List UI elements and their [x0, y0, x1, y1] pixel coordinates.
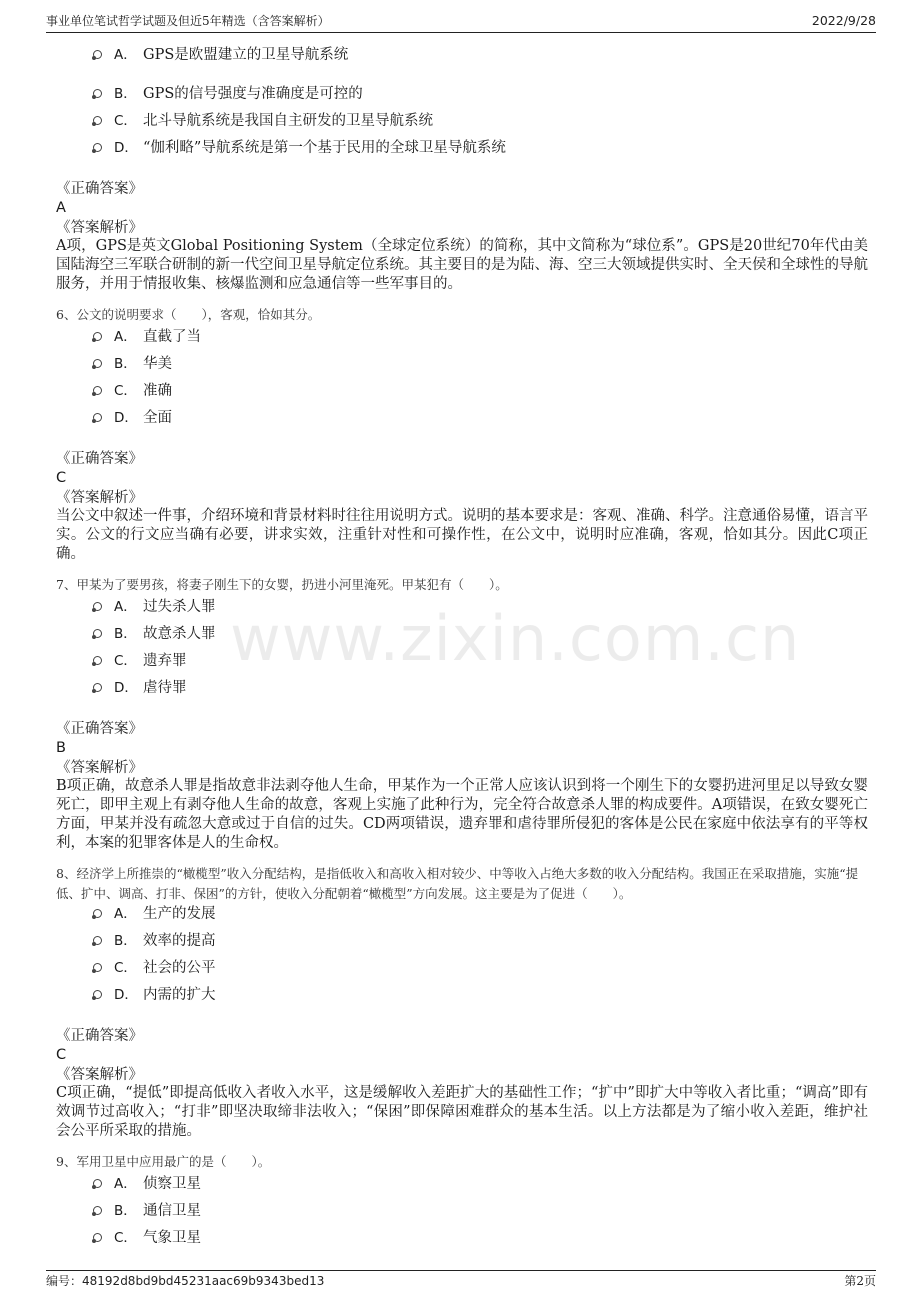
radio-icon[interactable] [93, 1233, 102, 1242]
analysis-label: 《答案解析》 [56, 1067, 143, 1083]
radio-icon[interactable] [93, 990, 102, 999]
q8-question: 8、经济学上所推崇的“橄榄型”收入分配结构，是指低收入和高收入相对较少、中等收入占绝大多数的收入分配结构。我国正在采取措施，实施“提低、扩中、调高、打非、保困”的方针，使收入分配朝着“橄榄型”方向发展。这主要是为了促进（ ）。 [56, 866, 859, 901]
radio-icon[interactable] [93, 89, 102, 98]
page-header [46, 10, 876, 33]
radio-icon[interactable] [93, 909, 102, 918]
radio-icon[interactable] [93, 656, 102, 665]
q7-answer: B [56, 740, 66, 756]
radio-icon[interactable] [93, 963, 102, 972]
radio-icon[interactable] [93, 1206, 102, 1215]
radio-icon[interactable] [93, 629, 102, 638]
radio-icon[interactable] [93, 116, 102, 125]
document-code: 编号：48192d8bd9bd45231aac69b9343bed13 [46, 1274, 325, 1288]
q6-question: 6、公文的说明要求（ ），客观，恰如其分。 [56, 307, 321, 322]
radio-icon[interactable] [93, 50, 102, 59]
radio-icon[interactable] [93, 1179, 102, 1188]
q9-question: 9、军用卫星中应用最广的是（ ）。 [56, 1154, 271, 1169]
q8-explanation: C项正确，“提低”即提高低收入者收入水平，这是缓解收入差距扩大的基础性工作；“扩中”即扩大中等收入者比重；“调高”即有效调节过高收入；“打非”即坚决取缔非法收入；“保困”即保障困难群众的基本生活。以上方法都是为了缩小收入差距，维护社会公平所采取的措施。 [56, 1085, 868, 1139]
q6-explanation: 当公文中叙述一件事，介绍环境和背景材料时往往用说明方式。说明的基本要求是：客观、准确、科学。注意通俗易懂，语言平实。公文的行文应当确有必要，讲求实效，注重针对性和可操作性，在公文中，说明时应准确，客观，恰如其分。因此C项正确。 [56, 508, 868, 562]
q5-answer: A [56, 200, 66, 216]
radio-icon[interactable] [93, 359, 102, 368]
correct-answer-label: 《正确答案》 [56, 181, 143, 197]
correct-answer-label: 《正确答案》 [56, 721, 143, 737]
document-date: 2022/9/28 [811, 13, 876, 28]
page-footer [46, 1270, 876, 1293]
page-number: 第2页 [844, 1274, 876, 1288]
radio-icon[interactable] [93, 602, 102, 611]
q5-explanation: A项，GPS是英文Global Positioning System（全球定位系统）的简称，其中文简称为“球位系”。GPS是20世纪70年代由美国陆海空三军联合研制的新一代空间卫星导航定位系统。其主要目的是为陆、海、空三大领域提供实时、全天侯和全球性的导航服务，并用于情报收集、核爆监测和应急通信等一些军事目的。 [56, 238, 868, 292]
document-title: 事业单位笔试哲学试题及但近5年精选（含答案解析） [46, 14, 330, 28]
correct-answer-label: 《正确答案》 [56, 1028, 143, 1044]
radio-icon[interactable] [93, 143, 102, 152]
analysis-label: 《答案解析》 [56, 760, 143, 776]
watermark: www.zixin.com.cn [230, 602, 801, 675]
analysis-label: 《答案解析》 [56, 490, 143, 506]
radio-icon[interactable] [93, 936, 102, 945]
q7-question: 7、甲某为了要男孩，将妻子刚生下的女婴，扔进小河里淹死。甲某犯有（ ）。 [56, 577, 508, 592]
radio-icon[interactable] [93, 683, 102, 692]
radio-icon[interactable] [93, 386, 102, 395]
q8-answer: C [56, 1047, 67, 1063]
correct-answer-label: 《正确答案》 [56, 451, 143, 467]
q7-explanation: B项正确，故意杀人罪是指故意非法剥夺他人生命，甲某作为一个正常人应该认识到将一个刚生下的女婴扔进河里足以导致女婴死亡，即甲主观上有剥夺他人生命的故意，客观上实施了此种行为，完全符合故意杀人罪的构成要件。A项错误，在致女婴死亡方面，甲某并没有疏忽大意或过于自信的过失。CD两项错误，遗弃罪和虐待罪所侵犯的客体是公民在家庭中依法享有的平等权利，本案的犯罪客体是人的生命权。 [56, 778, 868, 851]
q6-answer: C [56, 470, 67, 486]
analysis-label: 《答案解析》 [56, 220, 143, 236]
radio-icon[interactable] [93, 413, 102, 422]
radio-icon[interactable] [93, 332, 102, 341]
